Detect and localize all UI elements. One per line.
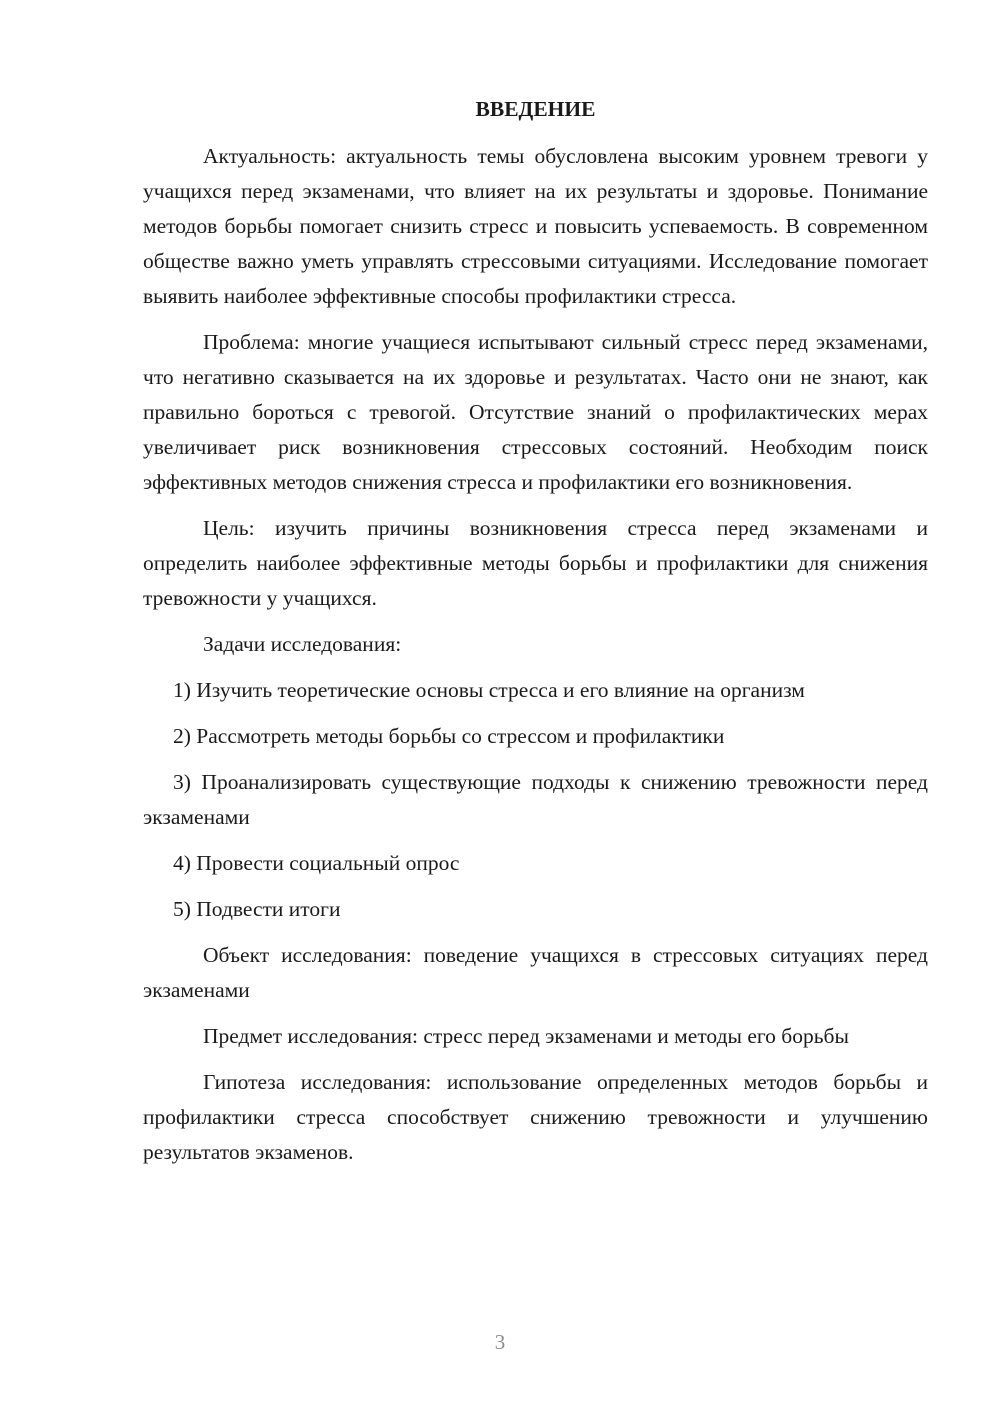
task-item-3: 3) Проанализировать существующие подходы к снижению тревожности перед экзаменами (143, 770, 928, 829)
paragraph-hypothesis: Гипотеза исследования: использование определенных методов борьбы и профилактики стресса способствует снижению тревожности и улучшению результатов экзаменов. (143, 1070, 928, 1164)
task-item-1: 1) Изучить теоретические основы стресса и его влияние на организм (173, 678, 805, 702)
document-page (143, 92, 928, 1181)
task-item-2: 2) Рассмотреть методы борьбы со стрессом и профилактики (173, 724, 725, 748)
page-number: 3 (494, 1330, 506, 1354)
paragraph-subject: Предмет исследования: стресс перед экзаменами и методы его борьбы (203, 1024, 849, 1048)
paragraph-object: Объект исследования: поведение учащихся в стрессовых ситуациях перед экзаменами (143, 943, 928, 1002)
tasks-title: Задачи исследования: (203, 632, 402, 656)
paragraph-goal: Цель: изучить причины возникновения стресса перед экзаменами и определить наиболее эффективные методы борьбы и профилактики для снижения тревожности у учащихся. (143, 516, 928, 610)
task-item-5: 5) Подвести итоги (173, 897, 341, 921)
paragraph-relevance: Актуальность: актуальность темы обусловлена высоким уровнем тревоги у учащихся перед экзаменами, что влияет на их результаты и здоровье. Понимание методов борьбы помогает снизить стресс и повысить успеваемость. В современном обществе важно уметь управлять стрессовыми ситуациями. Исследование помогает выявить наиболее эффективные способы профилактики стресса. (143, 144, 928, 308)
section-heading: ВВЕДЕНИЕ (475, 97, 596, 121)
paragraph-problem: Проблема: многие учащиеся испытывают сильный стресс перед экзаменами, что негативно сказывается на их здоровье и результатах. Часто они не знают, как правильно бороться с тревогой. Отсутствие знаний о профилактических мерах увеличивает риск возникновения стрессовых состояний. Необходим поиск эффективных методов снижения стресса и профилактики его возникновения. (143, 330, 928, 494)
task-item-4: 4) Провести социальный опрос (173, 851, 460, 875)
